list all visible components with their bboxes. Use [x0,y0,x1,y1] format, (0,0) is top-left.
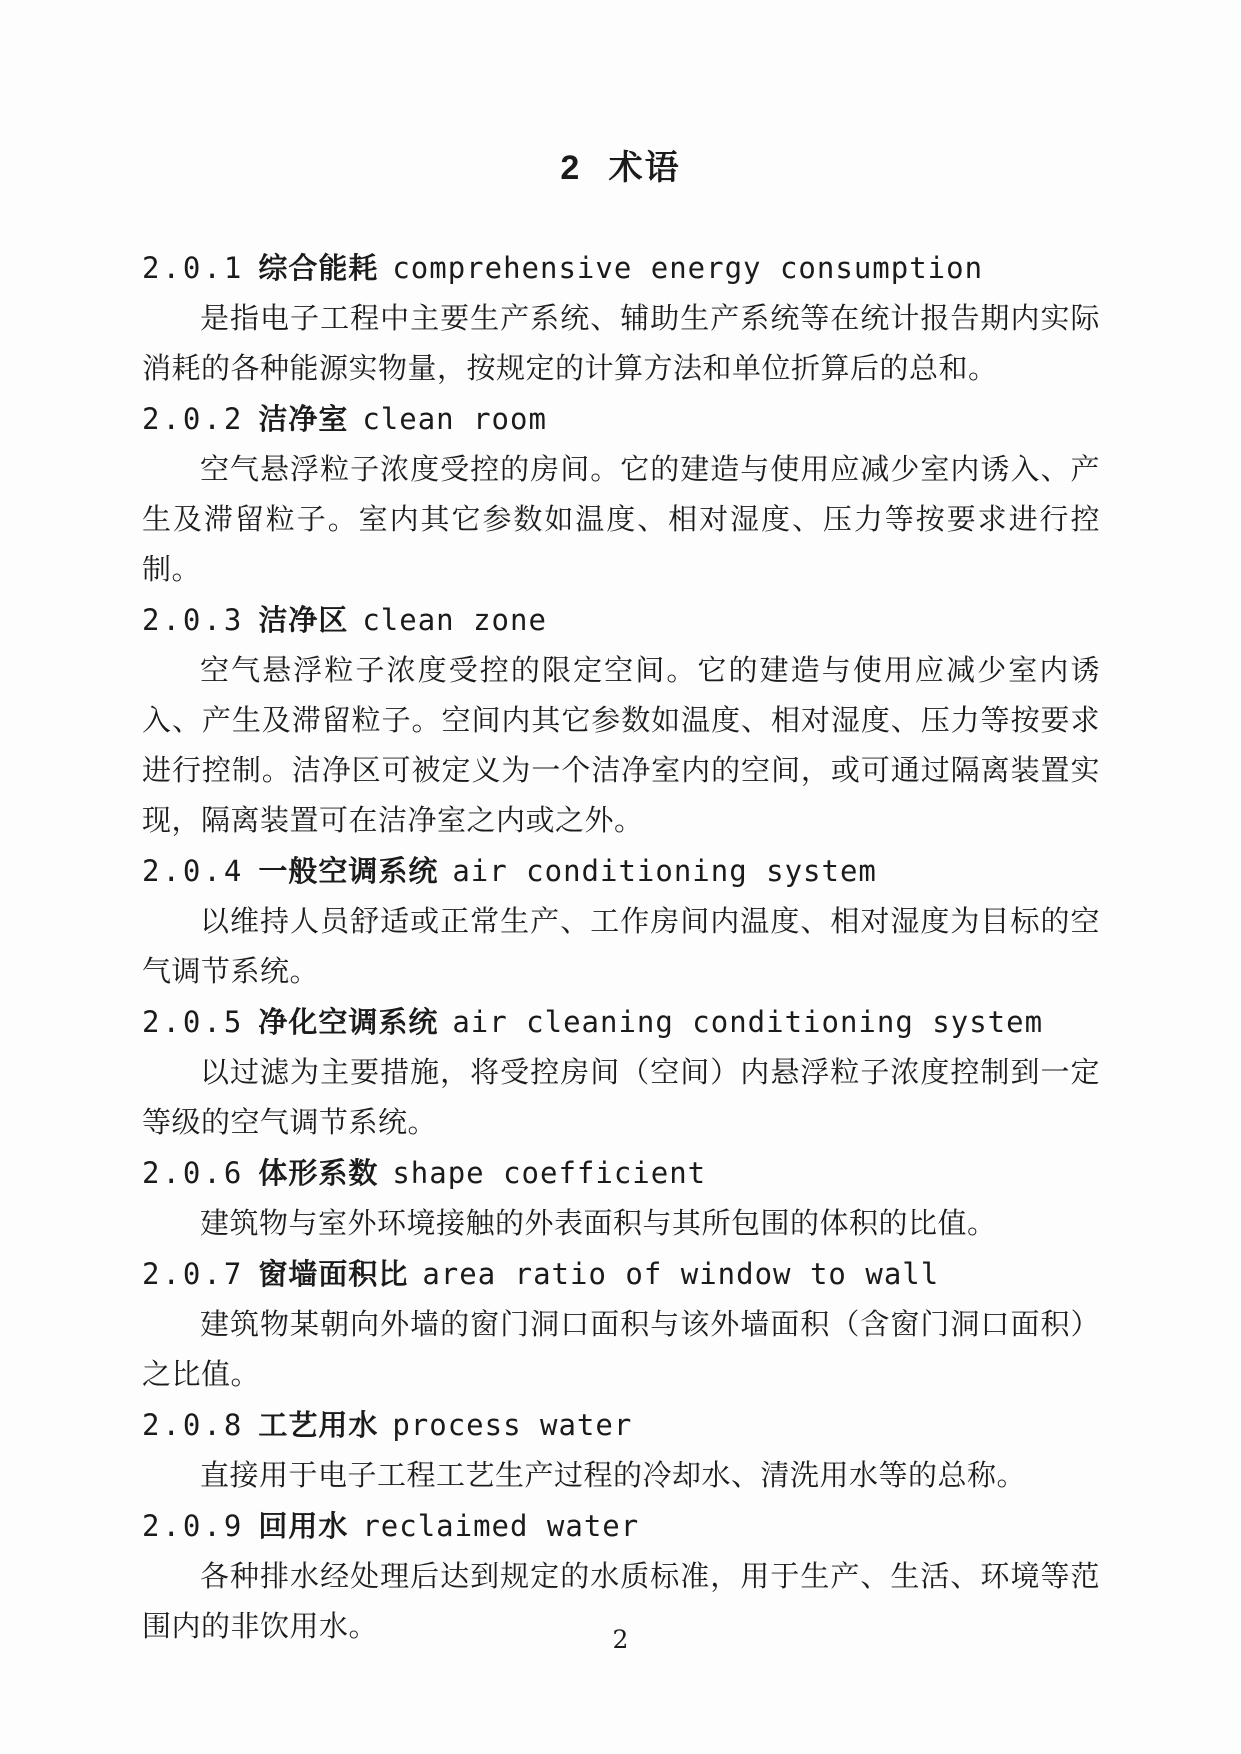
term-chinese-label: 窗墙面积比 [258,1259,409,1291]
term-definition: 空气悬浮粒子浓度受控的房间。它的建造与使用应减少室内诱入、产生及滞留粒子。室内其它参数如温度、相对湿度、压力等按要求进行控制。 [142,454,1100,586]
term-number: 2.0.9 [142,1509,245,1543]
term-number: 2.0.5 [142,1005,245,1039]
term-number: 2.0.1 [142,251,245,285]
term-entry [142,846,1100,997]
term-definition: 建筑物某朝向外墙的窗门洞口面积与该外墙面积（含窗门洞口面积）之比值。 [142,1309,1100,1391]
term-number: 2.0.2 [142,402,245,436]
term-english-label: comprehensive energy consumption [392,251,984,285]
terms-list [142,243,1100,1652]
term-english-label: shape coefficient [392,1156,707,1190]
term-english-label: air conditioning system [452,854,877,888]
term-number: 2.0.3 [142,603,245,637]
chapter-title: 2 术语 [560,149,681,187]
term-english-label: clean zone [362,603,547,637]
term-heading [142,243,1100,294]
term-heading [142,1148,1100,1199]
term-heading [142,1400,1100,1451]
term-entry [142,1148,1100,1249]
term-entry [142,1249,1100,1400]
term-chinese-label: 工艺用水 [258,1410,379,1442]
term-entry [142,595,1100,846]
term-definition: 以维持人员舒适或正常生产、工作房间内温度、相对湿度为目标的空气调节系统。 [142,906,1100,988]
term-chinese-label: 回用水 [258,1511,349,1543]
term-heading [142,394,1100,445]
term-definition: 直接用于电子工程工艺生产过程的冷却水、清洗用水等的总称。 [200,1460,1027,1492]
term-entry [142,243,1100,394]
term-entry [142,394,1100,595]
term-definition: 是指电子工程中主要生产系统、辅助生产系统等在统计报告期内实际消耗的各种能源实物量，按规定的计算方法和单位折算后的总和。 [142,303,1100,385]
term-english-label: reclaimed water [362,1509,640,1543]
term-definition: 空气悬浮粒子浓度受控的限定空间。它的建造与使用应减少室内诱入、产生及滞留粒子。空间内其它参数如温度、相对湿度、压力等按要求进行控制。洁净区可被定义为一个洁净室内的空间，或可通过隔离装置实现，隔离装置可在洁净室之内或之外。 [142,655,1100,837]
term-english-label: process water [392,1408,633,1442]
term-heading [142,1501,1100,1552]
term-entry [142,997,1100,1148]
term-definition: 以过滤为主要措施，将受控房间（空间）内悬浮粒子浓度控制到一定等级的空气调节系统。 [142,1057,1100,1139]
term-definition: 建筑物与室外环境接触的外表面积与其所包围的体积的比值。 [200,1208,997,1240]
term-chinese-label: 洁净区 [258,605,349,637]
term-chinese-label: 一般空调系统 [258,856,439,888]
term-chinese-label: 体形系数 [258,1158,379,1190]
term-number: 2.0.4 [142,854,245,888]
term-english-label: clean room [362,402,547,436]
page-number: 2 [612,1625,629,1654]
term-number: 2.0.8 [142,1408,245,1442]
term-chinese-label: 净化空调系统 [258,1007,439,1039]
term-chinese-label: 综合能耗 [258,253,379,285]
term-heading [142,1249,1100,1300]
term-chinese-label: 洁净室 [258,404,349,436]
term-definition: 各种排水经处理后达到规定的水质标准，用于生产、生活、环境等范围内的非饮用水。 [142,1561,1100,1643]
term-heading [142,846,1100,897]
term-number: 2.0.7 [142,1257,245,1291]
term-heading [142,997,1100,1048]
term-heading [142,595,1100,646]
term-english-label: area ratio of window to wall [422,1257,940,1291]
term-english-label: air cleaning conditioning system [452,1005,1044,1039]
term-number: 2.0.6 [142,1156,245,1190]
term-entry [142,1400,1100,1501]
